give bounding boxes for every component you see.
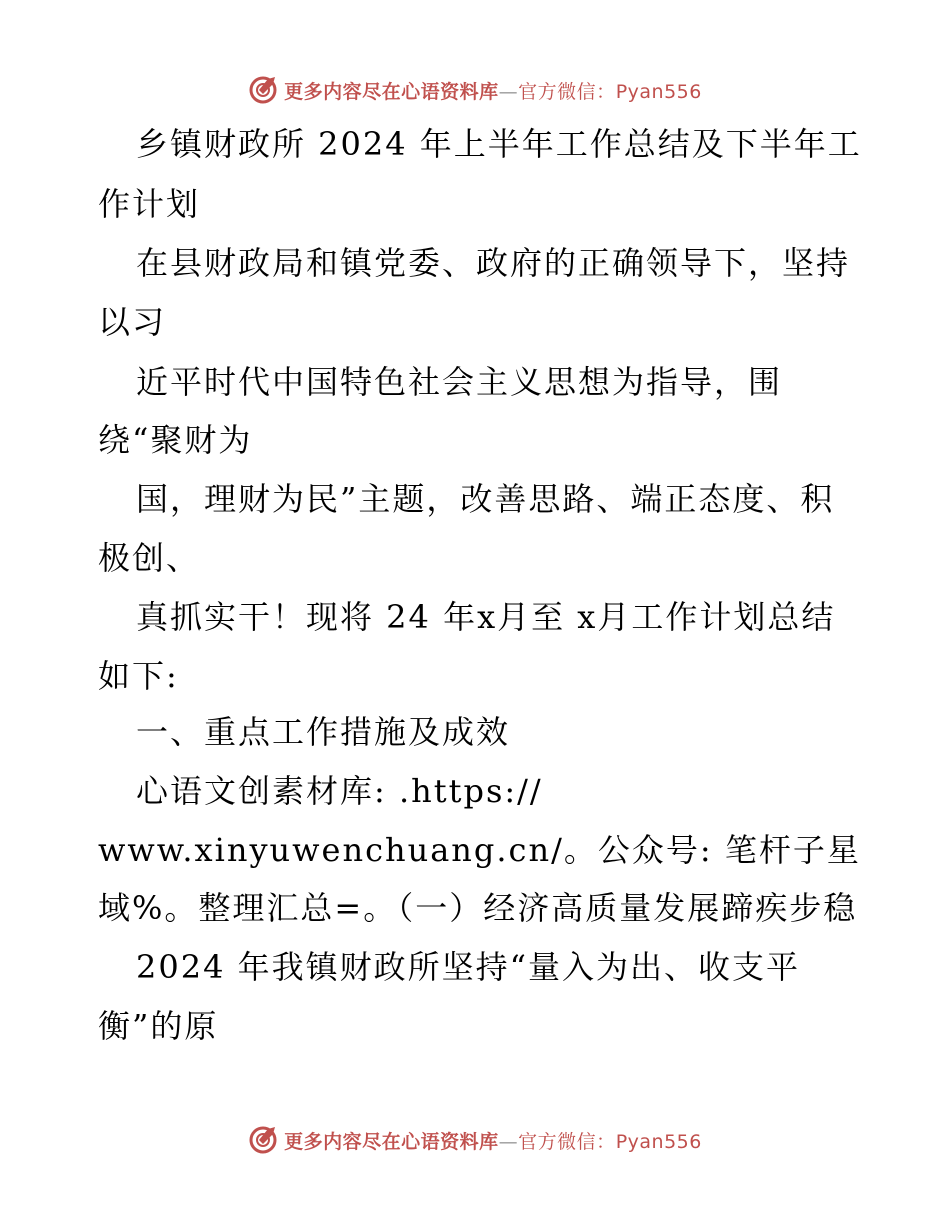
watermark-label: 官方微信： <box>518 1130 616 1153</box>
doc-paragraph-line: www.xinyuwenchuang.cn/。公众号: 笔杆子星 <box>98 831 861 869</box>
watermark-text <box>284 77 702 104</box>
doc-paragraph-line: 域%。整理汇总=。（一）经济高质量发展蹄疾步稳 <box>98 889 858 927</box>
watermark-separator: — <box>498 80 519 103</box>
doc-paragraph-line: 以习 <box>98 303 167 341</box>
doc-title-line-1: 乡镇财政所 2024 年上半年工作总结及下半年工 <box>136 125 862 163</box>
doc-paragraph-line: 国，理财为民”主题，改善思路、端正态度、积 <box>136 480 835 518</box>
pen-logo-icon <box>248 75 278 105</box>
watermark-site: 更多内容尽在心语资料库 <box>284 80 499 103</box>
doc-paragraph-line: 真抓实干！现将 24 年x月至 x月工作计划总结 <box>136 598 836 636</box>
doc-paragraph-line: 如下: <box>98 657 179 695</box>
watermark-separator: — <box>498 1130 519 1153</box>
doc-paragraph-line: 在县财政局和镇党委、政府的正确领导下，坚持 <box>136 244 851 282</box>
doc-title-line-2: 作计划 <box>98 185 201 223</box>
watermark-text <box>284 1127 702 1154</box>
footer-watermark <box>0 1120 950 1160</box>
doc-section-heading: 一、重点工作措施及成效 <box>136 713 511 751</box>
doc-paragraph-line: 2024 年我镇财政所坚持“量入为出、收支平 <box>136 948 800 986</box>
header-watermark <box>0 70 950 110</box>
watermark-wechat-id: Pyan556 <box>615 1130 702 1153</box>
doc-paragraph-line: 绕“聚财为 <box>98 421 253 459</box>
doc-paragraph-line: 极创、 <box>98 539 201 577</box>
doc-paragraph-line: 心语文创素材库: .https:// <box>136 772 543 810</box>
doc-paragraph-line: 衡”的原 <box>98 1007 219 1045</box>
watermark-site: 更多内容尽在心语资料库 <box>284 1130 499 1153</box>
doc-paragraph-line: 近平时代中国特色社会主义思想为指导，围 <box>136 363 783 401</box>
watermark-wechat-id: Pyan556 <box>615 80 702 103</box>
watermark-label: 官方微信： <box>518 80 616 103</box>
pen-logo-icon <box>248 1125 278 1155</box>
